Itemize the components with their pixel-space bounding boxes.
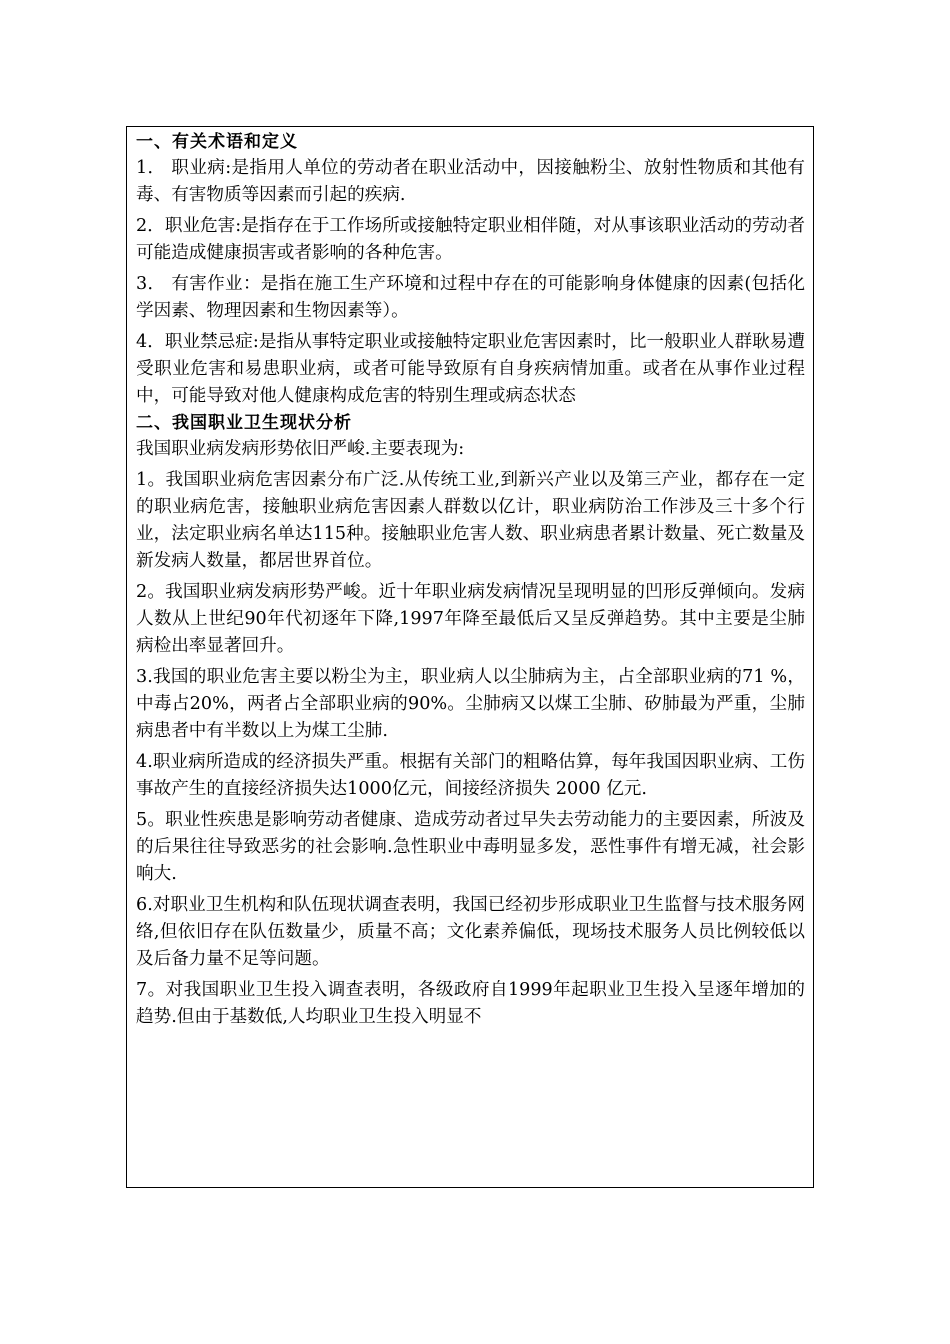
definition-paragraph: 3． 有害作业：是指在施工生产环境和过程中存在的可能影响身体健康的因素(包括化学因素、物理因素和生物因素等）。 bbox=[136, 274, 805, 321]
definition-paragraph: 1． 职业病:是指用人单位的劳动者在职业活动中，因接触粉尘、放射性物质和其他有毒、有害物质等因素而引起的疾病. bbox=[136, 158, 805, 205]
document-frame bbox=[126, 126, 814, 1188]
analysis-paragraph: 3.我国的职业危害主要以粉尘为主，职业病人以尘肺病为主，占全部职业病的71 %，中毒占20%，两者占全部职业病的90%。尘肺病又以煤工尘肺、矽肺最为严重，尘肺病患者中有半数以上为煤工尘肺. bbox=[136, 667, 805, 741]
definition-paragraph: 4．职业禁忌症:是指从事特定职业或接触特定职业危害因素时，比一般职业人群耿易遭受职业危害和易患职业病，或者可能导致原有自身疾病情加重。或者在从事作业过程中，可能导致对他人健康构成危害的特别生理或病态状态 bbox=[136, 332, 805, 406]
analysis-paragraph: 5。职业性疾患是影响劳动者健康、造成劳动者过早失去劳动能力的主要因素，所波及的后果往往导致恶劣的社会影响.急性职业中毒明显多发，恶性事件有增无减，社会影响大. bbox=[136, 810, 805, 884]
analysis-paragraph: 我国职业病发病形势依旧严峻.主要表现为: bbox=[136, 439, 465, 459]
definition-paragraph: 2．职业危害:是指存在于工作场所或接触特定职业相伴随，对从事该职业活动的劳动者可能造成健康损害或者影响的各种危害。 bbox=[136, 216, 805, 263]
analysis-paragraph: 2。我国职业病发病形势严峻。近十年职业病发病情况呈现明显的凹形反弹倾向。发病人数从上世纪90年代初逐年下降,1997年降至最低后又呈反弹趋势。其中主要是尘肺病检出率显著回升。 bbox=[136, 582, 805, 656]
analysis-paragraph: 6.对职业卫生机构和队伍现状调查表明，我国已经初步形成职业卫生监督与技术服务网络,但依旧存在队伍数量少，质量不高；文化素养偏低，现场技术服务人员比例较低以及后备力量不足等问题。 bbox=[136, 895, 805, 969]
section-heading-definitions: 一、有关术语和定义 bbox=[136, 132, 298, 152]
analysis-paragraph: 7。对我国职业卫生投入调查表明，各级政府自1999年起职业卫生投入呈逐年增加的趋势.但由于基数低,人均职业卫生投入明显不 bbox=[136, 980, 805, 1027]
analysis-paragraph: 1。我国职业病危害因素分布广泛.从传统工业,到新兴产业以及第三产业，都存在一定的职业病危害，接触职业病危害因素人群数以亿计，职业病防治工作涉及三十多个行业，法定职业病名单达115种。接触职业危害人数、职业病患者累计数量、死亡数量及新发病人数量，都居世界首位。 bbox=[136, 470, 805, 571]
analysis-paragraph: 4.职业病所造成的经济损失严重。根据有关部门的粗略估算，每年我国因职业病、工伤事故产生的直接经济损失达1000亿元，间接经济损失 2000 亿元. bbox=[136, 752, 805, 799]
section-heading-status-analysis: 二、我国职业卫生现状分析 bbox=[136, 413, 352, 433]
